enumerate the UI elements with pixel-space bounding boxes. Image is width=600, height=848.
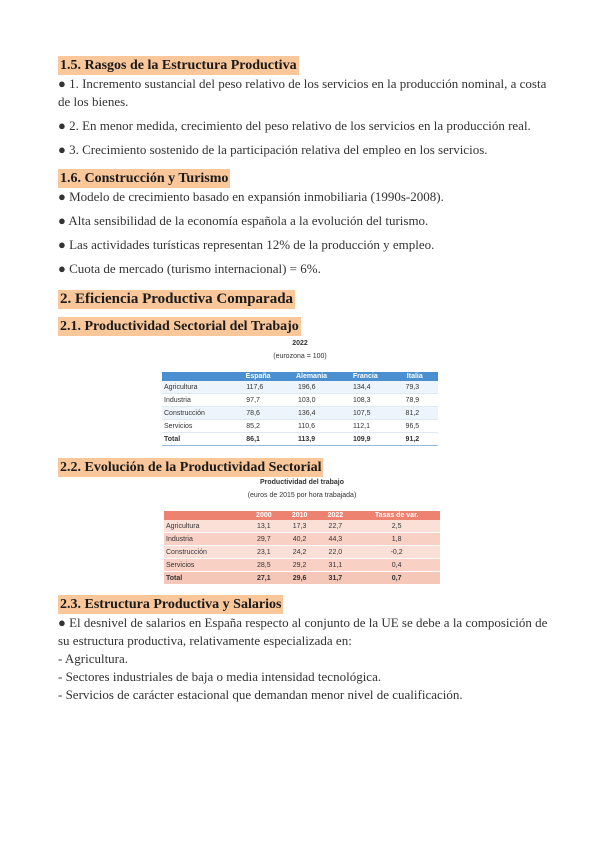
table-row	[162, 407, 438, 420]
cell: 96,5	[392, 420, 438, 433]
col-header	[164, 511, 246, 520]
row-label: Total	[164, 572, 246, 585]
cell: 31,1	[317, 559, 353, 572]
cell: 0,4	[353, 559, 440, 572]
bullet-1-6-1: ● Modelo de crecimiento basado en expansión inmobiliaria (1990s-2008).	[58, 189, 444, 204]
cell: 110,6	[284, 420, 339, 433]
cell: 103,0	[284, 394, 339, 407]
heading-2: 2. Eficiencia Productiva Comparada	[60, 291, 294, 307]
table-row	[164, 520, 440, 533]
row-label: Servicios	[164, 559, 246, 572]
cell: 22,7	[317, 520, 353, 533]
col-header: Alemania	[284, 372, 339, 381]
heading-1-6: 1.6. Construcción y Turismo	[60, 171, 229, 186]
row-label: Construcción	[164, 546, 246, 559]
cell: 134,4	[339, 381, 392, 394]
cell: 29,2	[282, 559, 318, 572]
productivity-table	[162, 372, 438, 446]
cell: 108,3	[339, 394, 392, 407]
col-header: España	[232, 372, 284, 381]
bullet-1-5-2: ● 2. En menor medida, crecimiento del peso relativo de los servicios en la producción real.	[58, 118, 531, 133]
cell: 113,9	[284, 433, 339, 446]
table-total-row	[162, 433, 438, 446]
cell: 117,6	[232, 381, 284, 394]
paragraph-2-3: ● El desnivel de salarios en España respecto al conjunto de la UE se debe a la composición de su estructura productiva, relativamente especializada en:	[58, 615, 548, 648]
cell: 1,8	[353, 533, 440, 546]
row-label: Agricultura	[162, 381, 232, 394]
col-header	[162, 372, 232, 381]
row-label: Industria	[164, 533, 246, 546]
document-page	[58, 56, 548, 704]
evolution-table	[164, 511, 440, 585]
evolution-table-figure	[164, 479, 440, 585]
table-title: 2022	[292, 340, 308, 347]
table-row	[164, 533, 440, 546]
table-row	[162, 394, 438, 407]
cell: 86,1	[232, 433, 284, 446]
cell: 27,1	[246, 572, 282, 585]
cell: 79,3	[392, 381, 438, 394]
col-header: 2010	[282, 511, 318, 520]
col-header: 2022	[317, 511, 353, 520]
row-label: Construcción	[162, 407, 232, 420]
cell: 31,7	[317, 572, 353, 585]
cell: 196,6	[284, 381, 339, 394]
cell: 13,1	[246, 520, 282, 533]
table-subtitle: (euros de 2015 por hora trabajada)	[247, 492, 357, 499]
cell: 28,5	[246, 559, 282, 572]
cell: 136,4	[284, 407, 339, 420]
productivity-table-figure	[162, 340, 438, 446]
cell: 22,0	[317, 546, 353, 559]
col-header: Francia	[339, 372, 392, 381]
table-row	[162, 420, 438, 433]
col-header: 2000	[246, 511, 282, 520]
heading-2-2: 2.2. Evolución de la Productividad Sectorial	[60, 460, 322, 475]
cell: 112,1	[339, 420, 392, 433]
list-item: - Agricultura.	[58, 651, 129, 666]
cell: 78,6	[232, 407, 284, 420]
table-subtitle: (eurozona = 100)	[273, 353, 327, 360]
cell: -0,2	[353, 546, 440, 559]
cell: 2,5	[353, 520, 440, 533]
heading-2-1: 2.1. Productividad Sectorial del Trabajo	[60, 319, 299, 334]
cell: 29,6	[282, 572, 318, 585]
bullet-1-5-3: ● 3. Crecimiento sostenido de la participación relativa del empleo en los servicios.	[58, 142, 488, 157]
cell: 23,1	[246, 546, 282, 559]
cell: 85,2	[232, 420, 284, 433]
table-row	[164, 546, 440, 559]
table-total-row	[164, 572, 440, 585]
cell: 109,9	[339, 433, 392, 446]
list-item: - Sectores industriales de baja o media intensidad tecnológica.	[58, 669, 382, 684]
table-row	[162, 381, 438, 394]
table-row	[164, 559, 440, 572]
cell: 0,7	[353, 572, 440, 585]
cell: 107,5	[339, 407, 392, 420]
cell: 91,2	[392, 433, 438, 446]
col-header: Italia	[392, 372, 438, 381]
cell: 40,2	[282, 533, 318, 546]
bullet-1-6-3: ● Las actividades turísticas representan 12% de la producción y empleo.	[58, 237, 435, 252]
bullet-1-5-1: ● 1. Incremento sustancial del peso relativo de los servicios en la producción nominal, a costa de los bienes.	[58, 76, 547, 109]
cell: 81,2	[392, 407, 438, 420]
bullet-1-6-2: ● Alta sensibilidad de la economía española a la evolución del turismo.	[58, 213, 429, 228]
row-label: Servicios	[162, 420, 232, 433]
list-item: - Servicios de carácter estacional que demandan menor nivel de cualificación.	[58, 687, 463, 702]
cell: 97,7	[232, 394, 284, 407]
cell: 78,9	[392, 394, 438, 407]
heading-1-5: 1.5. Rasgos de la Estructura Productiva	[60, 58, 297, 73]
cell: 29,7	[246, 533, 282, 546]
cell: 44,3	[317, 533, 353, 546]
heading-2-3: 2.3. Estructura Productiva y Salarios	[60, 597, 282, 612]
row-label: Industria	[162, 394, 232, 407]
col-header: Tasas de var.	[353, 511, 440, 520]
row-label: Total	[162, 433, 232, 446]
row-label: Agricultura	[164, 520, 246, 533]
cell: 24,2	[282, 546, 318, 559]
cell: 17,3	[282, 520, 318, 533]
bullet-1-6-4: ● Cuota de mercado (turismo internacional) = 6%.	[58, 261, 321, 276]
table-title: Productividad del trabajo	[259, 479, 344, 486]
